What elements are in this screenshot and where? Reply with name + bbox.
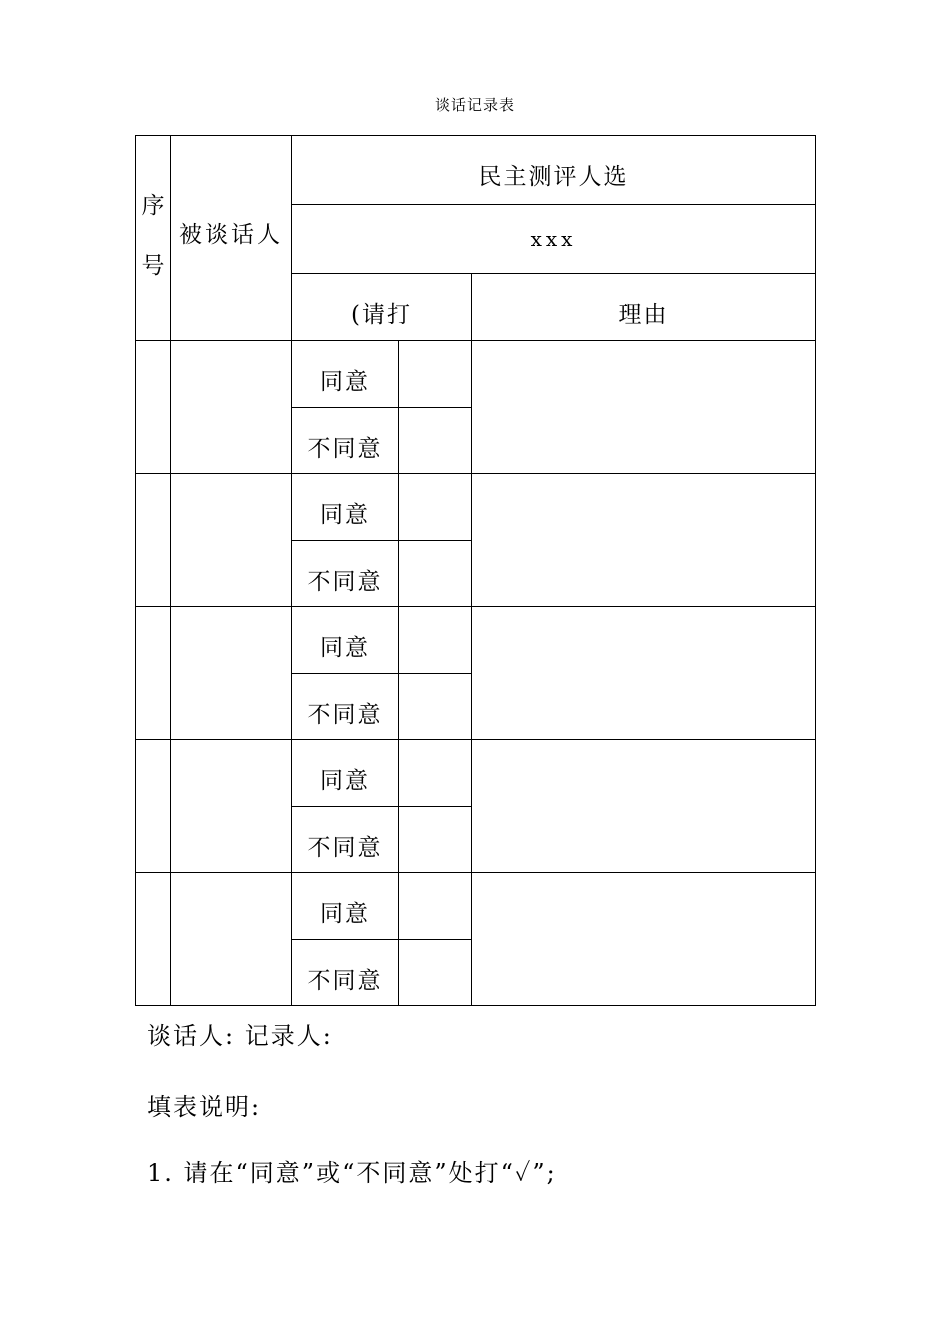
disagree-mark-cell[interactable]: [399, 807, 472, 873]
interviewee-cell[interactable]: [171, 341, 292, 474]
disagree-label-cell: [292, 674, 399, 740]
agree-mark-cell[interactable]: [399, 873, 472, 940]
disagree-label-cell: [292, 940, 399, 1006]
candidate-name: xxx: [530, 226, 577, 251]
record-table: [135, 135, 816, 1006]
candidates-header: 民主测评人选: [478, 164, 629, 190]
agree-label-cell: [292, 740, 399, 807]
reason-cell[interactable]: [472, 474, 816, 607]
interviewee-header-cell: [171, 136, 292, 341]
mark-header: (请打: [351, 302, 412, 328]
disagree-label: 不同意: [307, 436, 383, 462]
interviewee-cell[interactable]: [171, 474, 292, 607]
agree-label: 同意: [320, 635, 370, 661]
seq-cell[interactable]: [136, 607, 171, 740]
seq-header: 序号: [141, 193, 165, 279]
instructions-title: 填表说明:: [147, 1093, 262, 1121]
disagree-mark-cell[interactable]: [399, 674, 472, 740]
disagree-mark-cell[interactable]: [399, 940, 472, 1006]
agree-mark-cell[interactable]: [399, 474, 472, 541]
signers-line: 谈话人: 记录人:: [147, 1022, 333, 1050]
seq-header-cell: [136, 136, 171, 341]
interviewee-cell[interactable]: [171, 607, 292, 740]
table-row: [136, 873, 816, 940]
disagree-label: 不同意: [307, 569, 383, 595]
agree-label-cell: [292, 607, 399, 674]
disagree-mark-cell[interactable]: [399, 408, 472, 474]
document-title: 谈话记录表: [434, 96, 515, 114]
agree-mark-cell[interactable]: [399, 341, 472, 408]
disagree-label-cell: [292, 807, 399, 873]
disagree-label: 不同意: [307, 702, 383, 728]
agree-label-cell: [292, 474, 399, 541]
agree-label-cell: [292, 341, 399, 408]
reason-cell[interactable]: [472, 873, 816, 1006]
agree-mark-cell[interactable]: [399, 740, 472, 807]
disagree-label-cell: [292, 541, 399, 607]
reason-header-cell: [472, 274, 816, 341]
table-row: [136, 740, 816, 807]
disagree-label: 不同意: [307, 968, 383, 994]
table-row: [136, 607, 816, 674]
mark-header-cell: [292, 274, 472, 341]
agree-label: 同意: [320, 369, 370, 395]
agree-label: 同意: [320, 768, 370, 794]
reason-cell[interactable]: [472, 607, 816, 740]
interviewee-cell[interactable]: [171, 740, 292, 873]
disagree-mark-cell[interactable]: [399, 541, 472, 607]
agree-label: 同意: [320, 502, 370, 528]
reason-cell[interactable]: [472, 341, 816, 474]
instruction-1: 1. 请在“同意”或“不同意”处打“✓”;: [147, 1159, 557, 1187]
agree-mark-cell[interactable]: [399, 607, 472, 674]
agree-label-cell: [292, 873, 399, 940]
seq-cell[interactable]: [136, 740, 171, 873]
disagree-label-cell: [292, 408, 399, 474]
seq-cell[interactable]: [136, 341, 171, 474]
seq-cell[interactable]: [136, 474, 171, 607]
disagree-label: 不同意: [307, 835, 383, 861]
candidates-header-cell: [292, 136, 816, 205]
candidate-name-cell: [292, 205, 816, 274]
seq-cell[interactable]: [136, 873, 171, 1006]
table-row: [136, 341, 816, 408]
table-row: [136, 474, 816, 541]
interviewee-cell[interactable]: [171, 873, 292, 1006]
reason-header: 理由: [618, 302, 669, 328]
agree-label: 同意: [320, 901, 370, 927]
reason-cell[interactable]: [472, 740, 816, 873]
interviewee-header: 被谈话人: [179, 222, 283, 248]
